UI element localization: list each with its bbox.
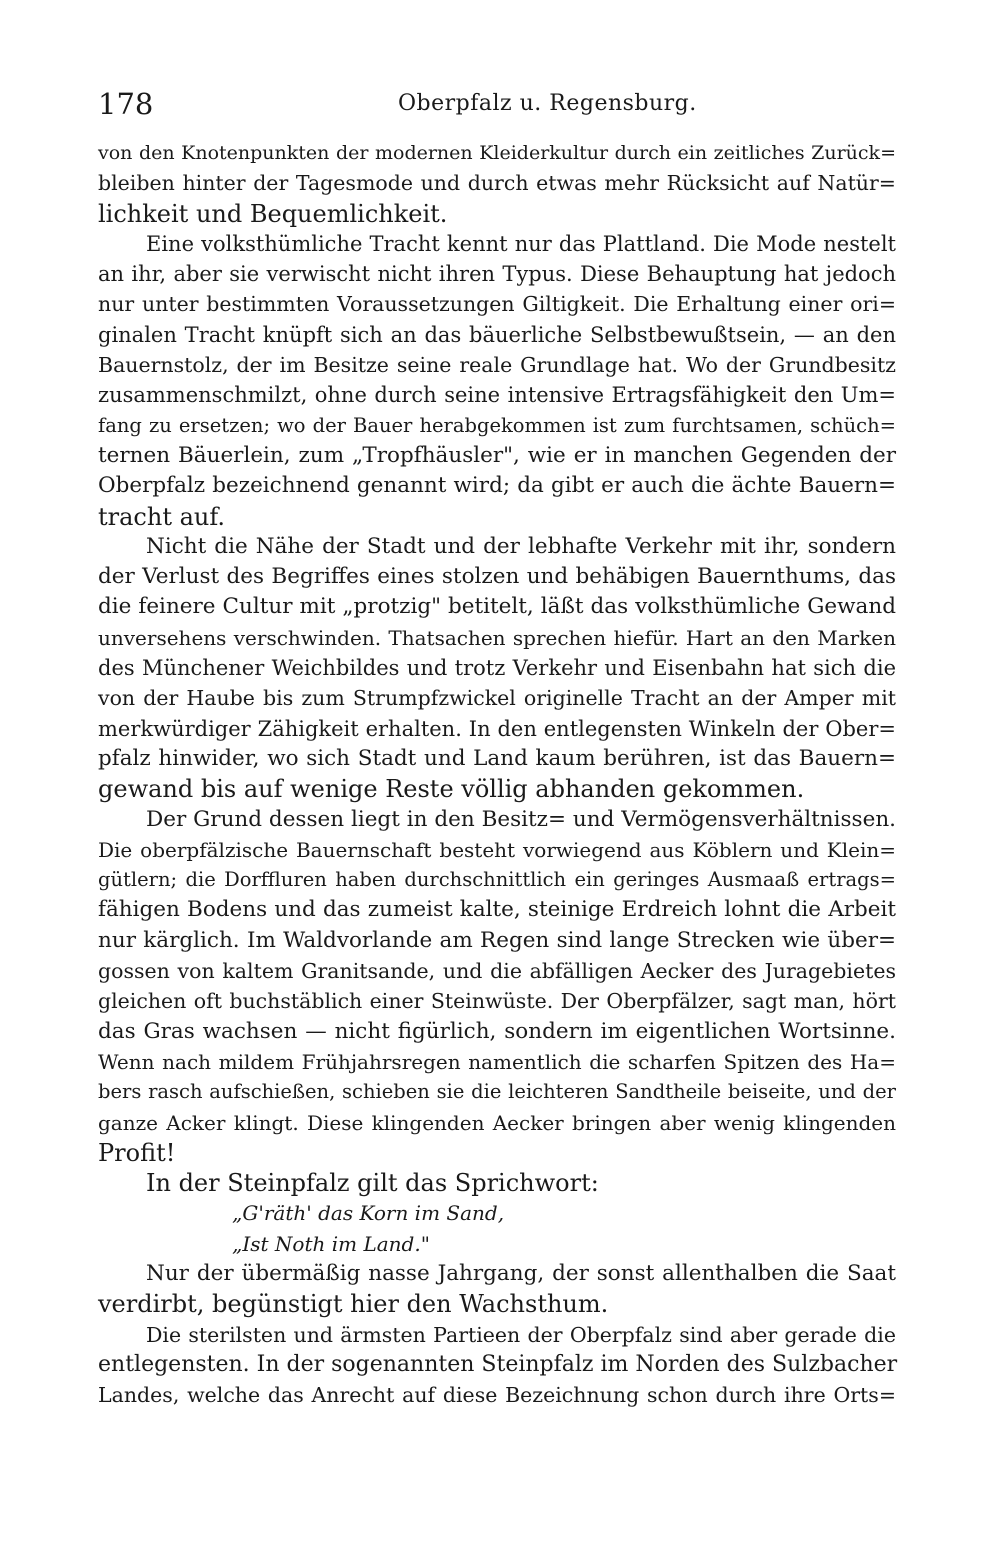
text-line: an ihr, aber sie verwischt nicht ihren Typus. Diese Behauptung hat jedoch (98, 262, 896, 287)
text-line: des Münchener Weichbildes und trotz Verkehr und Eisenbahn hat sich die (98, 656, 896, 681)
proverb-verse-line: „Ist Noth im Land." (232, 1231, 430, 1256)
text-line: merkwürdiger Zähigkeit erhalten. In den entlegensten Winkeln der Ober= (98, 716, 896, 741)
text-line: Profit! (98, 1138, 176, 1167)
text-line: verdirbt, begünstigt hier den Wachsthum. (98, 1290, 609, 1319)
text-line: ginalen Tracht knüpft sich an das bäuerliche Selbstbewußtsein, — an den (98, 322, 896, 347)
text-line: gleichen oft buchstäblich einer Steinwüste. Der Oberpfälzer, sagt man, hört (98, 989, 896, 1014)
body-text (98, 138, 896, 1410)
text-line: zusammenschmilzt, ohne durch seine intensive Ertragsfähigkeit den Um= (98, 383, 896, 408)
text-line: ternen Bäuerlein, zum „Tropfhäusler", wie er in manchen Gegenden der (98, 442, 896, 468)
text-line: Die sterilsten und ärmsten Partieen der Oberpfalz sind aber gerade die (146, 1322, 896, 1347)
text-line: das Gras wachsen — nicht figürlich, sondern im eigentlichen Wortsinne. (98, 1018, 896, 1044)
text-line: gossen von kaltem Granitsande, und die abfälligen Aecker des Juragebietes (98, 959, 896, 984)
text-line: Bauernstolz, der im Besitze seine reale Grundlage hat. Wo der Grundbesitz (98, 353, 896, 378)
text-line: tracht auf. (98, 502, 226, 531)
text-line: bleiben hinter der Tagesmode und durch etwas mehr Rücksicht auf Natür= (98, 171, 896, 196)
page-header (98, 84, 898, 124)
text-line: Wenn nach mildem Frühjahrsregen namentlich die scharfen Spitzen des Ha= (98, 1049, 896, 1074)
text-line: fang zu ersetzen; wo der Bauer herabgekommen ist zum furchtsamen, schüch= (98, 413, 896, 437)
text-line: Oberpfalz bezeichnend genannt wird; da gibt er auch die ächte Bauern= (98, 473, 896, 499)
text-line: von den Knotenpunkten der modernen Kleiderkultur durch ein zeitliches Zurück= (98, 142, 896, 164)
text-line: Landes, welche das Anrecht auf diese Bezeichnung schon durch ihre Orts= (98, 1383, 896, 1408)
proverb-verse-line: „G'räth' das Korn im Sand, (232, 1201, 505, 1226)
page-number: 178 (98, 87, 154, 121)
text-line: lichkeit und Bequemlichkeit. (98, 199, 448, 228)
text-line: Der Grund dessen liegt in den Besitz= und Vermögensverhältnissen. (146, 806, 896, 832)
text-line: fähigen Bodens und das zumeist kalte, steinige Erdreich lohnt die Arbeit (98, 897, 896, 923)
text-line: nur kärglich. Im Waldvorlande am Regen sind lange Strecken wie über= (98, 927, 896, 953)
text-line: pfalz hinwider, wo sich Stadt und Land kaum berühren, ist das Bauern= (98, 745, 896, 771)
text-line: Eine volksthümliche Tracht kennt nur das Plattland. Die Mode nestelt (146, 231, 896, 256)
text-line: bers rasch aufschießen, schieben sie die leichteren Sandtheile beiseite, und der (98, 1080, 896, 1104)
text-line: gütlern; die Dorffluren haben durchschnittlich ein geringes Ausmaaß ertrags= (98, 868, 896, 892)
text-line: Die oberpfälzische Bauernschaft besteht vorwiegend aus Köblern und Klein= (98, 837, 896, 862)
text-line: gewand bis auf wenige Reste völlig abhanden gekommen. (98, 775, 805, 804)
text-line: unversehens verschwinden. Thatsachen sprechen hiefür. Hart an den Marken (98, 625, 896, 650)
running-title: Oberpfalz u. Regensburg. (398, 91, 697, 116)
text-line: ganze Acker klingt. Diese klingenden Aecker bringen aber wenig klingenden (98, 1110, 896, 1135)
text-line: von der Haube bis zum Strumpfzwickel originelle Tracht an der Amper mit (98, 686, 896, 711)
text-line: nur unter bestimmten Voraussetzungen Giltigkeit. Die Erhaltung einer ori= (98, 292, 896, 317)
text-line: der Verlust des Begriffes eines stolzen und behäbigen Bauernthums, das (98, 564, 896, 590)
text-line: Nicht die Nähe der Stadt und der lebhafte Verkehr mit ihr, sondern (146, 533, 896, 559)
text-line: In der Steinpfalz gilt das Sprichwort: (146, 1169, 599, 1198)
text-line: die feinere Cultur mit „protzig" betitelt, läßt das volksthümliche Gewand (98, 594, 896, 620)
text-line: entlegensten. In der sogenannten Steinpfalz im Norden des Sulzbacher (98, 1351, 898, 1377)
text-line: Nur der übermäßig nasse Jahrgang, der sonst allenthalben die Saat (146, 1260, 896, 1286)
